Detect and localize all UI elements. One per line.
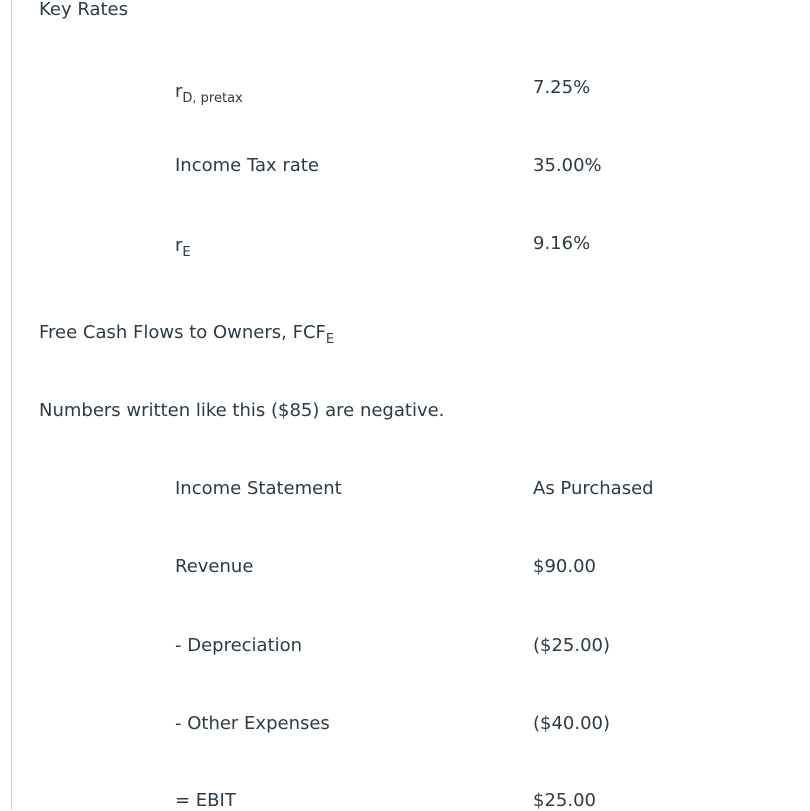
rate-value-rd-pretax: 7.25% bbox=[533, 77, 591, 98]
rate-value-income-tax: 35.00% bbox=[533, 155, 602, 176]
income-row-label-revenue: Revenue bbox=[175, 556, 254, 577]
income-row-value-revenue: $90.00 bbox=[533, 556, 596, 577]
rate-subscript: E bbox=[182, 245, 191, 260]
rate-label-re bbox=[175, 235, 191, 260]
income-row-value-other-expenses: ($40.00) bbox=[533, 713, 611, 734]
income-row-value-ebit: $25.00 bbox=[533, 790, 596, 811]
income-row-label-depreciation: - Depreciation bbox=[175, 635, 303, 656]
key-rates-heading: Key Rates bbox=[39, 0, 129, 20]
left-border-rule bbox=[11, 0, 12, 810]
rate-subscript: D, pretax bbox=[182, 91, 243, 106]
fcfe-heading-text: Free Cash Flows to Owners, FCF bbox=[39, 322, 326, 343]
rate-symbol: r bbox=[175, 235, 183, 256]
as-purchased-column-header: As Purchased bbox=[533, 478, 654, 499]
income-statement-column-label: Income Statement bbox=[175, 478, 342, 499]
income-row-label-other-expenses: - Other Expenses bbox=[175, 713, 330, 734]
negative-numbers-note: Numbers written like this ($85) are negative. bbox=[39, 400, 445, 421]
rate-label-rd-pretax bbox=[175, 81, 243, 106]
income-row-value-depreciation: ($25.00) bbox=[533, 635, 611, 656]
rate-value-re: 9.16% bbox=[533, 233, 591, 254]
fcfe-heading-subscript: E bbox=[325, 332, 335, 347]
rate-symbol: r bbox=[175, 81, 183, 102]
rate-label-income-tax: Income Tax rate bbox=[175, 155, 319, 176]
income-row-label-ebit: = EBIT bbox=[175, 790, 236, 811]
fcfe-heading bbox=[39, 322, 335, 347]
